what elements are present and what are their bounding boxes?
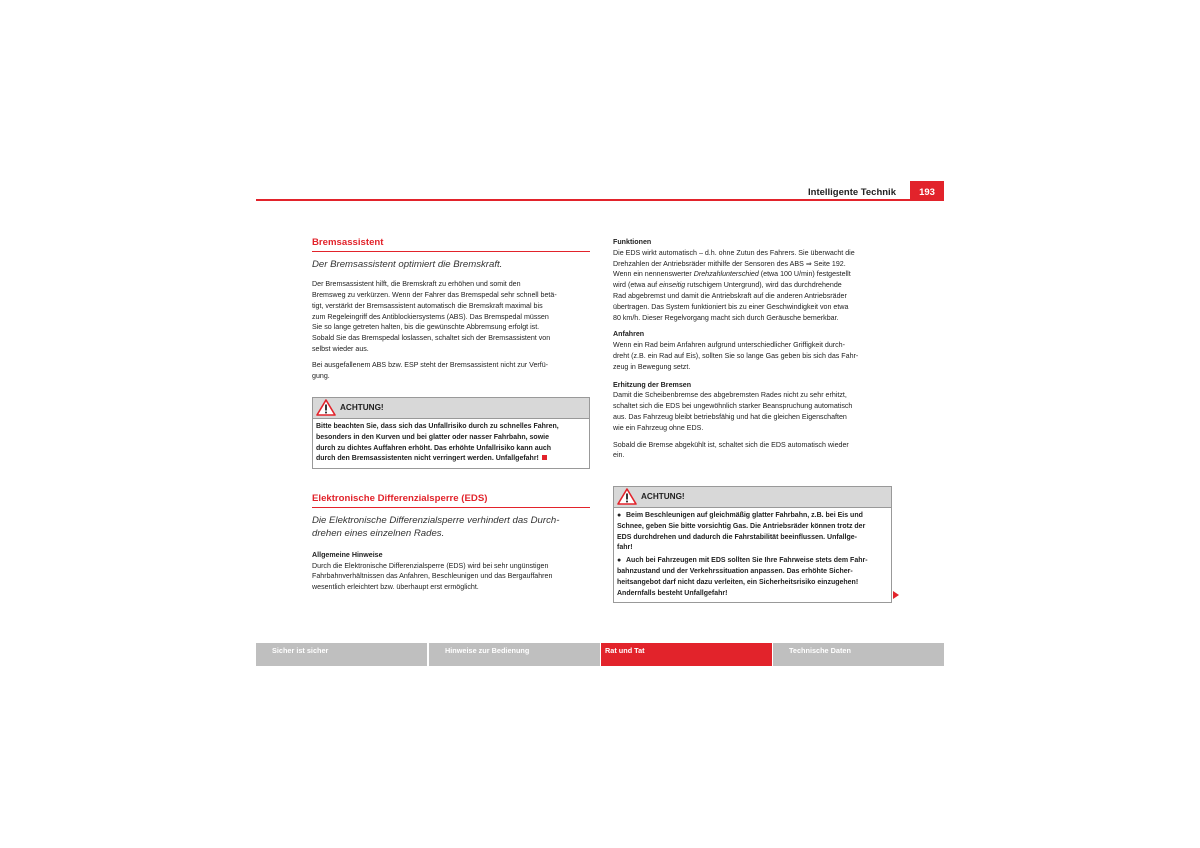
warning-line-text: durch den Bremsassistenten nicht verringert werden. Unfallgefahr! [316, 455, 539, 463]
subhead-start: Anfahren [613, 330, 645, 339]
warning-header [614, 487, 891, 508]
text-line: Bei ausgefallenem ABS bzw. ESP steht der Bremsassistent nicht zur Verfü- [312, 360, 549, 369]
footer-tab-technische-daten[interactable]: Technische Daten [773, 643, 944, 666]
text-line: dreht (z.B. ein Rad auf Eis), sollten Sie so lange Gas geben bis sich das Fahr- [613, 351, 859, 360]
paragraph-cool [613, 440, 891, 462]
text-line: Der Bremsassistent hilft, die Bremskraft zu erhöhen und somit den [312, 280, 521, 289]
bullet-icon: ● [617, 512, 622, 519]
lead-bremsassistent: Der Bremsassistent optimiert die Bremskraft. [312, 258, 503, 270]
warning-line: besonders in den Kurven und bei glatter oder nasser Fahrbahn, sowie [316, 433, 549, 441]
text-line: schaltet sich die EDS bei ungewöhnlich starker Beanspruchung automatisch [613, 402, 853, 411]
warning-body [313, 419, 589, 468]
subhead-general: Allgemeine Hinweise [312, 550, 383, 559]
text-line: Bremsweg zu verkürzen. Wenn der Fahrer das Bremspedal sehr schnell betä- [312, 291, 557, 300]
text-line: zum Regeleingriff des Antiblockiersystems (ABS). Das Bremspedal müssen [312, 312, 549, 321]
end-of-section-mark [542, 455, 547, 460]
text-emphasis: Drehzahlunterschied [693, 270, 759, 279]
paragraph-start [613, 340, 891, 372]
text-fragment: rutschigem Untergrund), wird das durchdrehende [685, 281, 842, 290]
text-line: Sie so lange getreten halten, bis die gewünschte Abbremsung erfolgt ist. [312, 323, 540, 332]
warning-line: Bitte beachten Sie, dass sich das Unfallrisiko durch zu schnelles Fahren, [316, 423, 559, 430]
text-line: Sobald die Bremse abgekühlt ist, schaltet sich die EDS automatisch wieder [613, 440, 849, 449]
warning-line-text: Auch bei Fahrzeugen mit EDS sollten Sie Ihre Fahrweise stets dem Fahr- [626, 557, 868, 565]
left-column-eds [312, 494, 590, 593]
text-fragment: (etwa 100 U/min) festgestellt [758, 270, 851, 279]
text-line: gung. [312, 371, 330, 380]
warning-box-bremsassistent [312, 397, 590, 469]
text-line: Wenn ein Rad beim Anfahren aufgrund unterschiedlicher Griffigkeit durch- [613, 341, 845, 350]
warning-triangle-icon [617, 488, 637, 505]
warning-line: Andernfalls besteht Unfallgefahr! [617, 589, 728, 597]
subhead-functions: Funktionen [613, 238, 652, 246]
lead-eds [312, 514, 590, 541]
paragraph-general [312, 561, 590, 593]
footer-tab-rat-und-tat[interactable]: Rat und Tat [601, 643, 772, 666]
text-line: aus. Das Fahrzeug bleibt betriebsfähig und hat die gleichen Eigenschaften [613, 412, 847, 421]
page-number: 193 [910, 181, 944, 201]
warning-line: heitsangebot darf nicht dazu verleiten, ein Sicherheitsrisiko einzugehen! [617, 578, 859, 586]
warning-line: durch zu dichtes Auffahren erhöht. Das erhöhte Unfallrisiko kann auch [316, 444, 552, 452]
heading-eds: Elektronische Differenzialsperre (EDS) [312, 494, 590, 508]
text-line: wie ein Fahrzeug ohne EDS. [613, 423, 704, 432]
section-title: Intelligente Technik [808, 187, 896, 198]
text-line: Sobald Sie das Bremspedal loslassen, schaltet sich der Bremsassistent von [312, 334, 551, 343]
warning-label: ACHTUNG! [641, 492, 685, 501]
text-fragment: Wenn ein nennenswerter [613, 270, 694, 279]
warning-box-eds [613, 486, 892, 603]
warning-line-text: Beim Beschleunigen auf gleichmäßig glatter Fahrbahn, z.B. bei Eis und [626, 512, 863, 519]
text-line: tigt, verstärkt der Bremsassistent automatisch die Bremskraft maximal bis [312, 301, 543, 310]
text-line: Fahrbahnverhältnissen das Anfahren, Beschleunigen und das Bergauffahren [312, 572, 553, 581]
warning-line: bahnzustand und der Verkehrssituation anpassen. Das erhöhte Sicher- [617, 567, 853, 575]
warning-line: EDS durchdrehen und dadurch die Fahrstabilität beeinflussen. Unfallge- [617, 533, 857, 541]
lead-line: Die Elektronische Differenzialsperre verhindert das Durch- [312, 514, 560, 526]
text-line: 80 km/h. Dieser Regelvorgang macht sich durch Geräusche bemerkbar. [613, 313, 839, 322]
left-column [312, 238, 590, 381]
warning-header [313, 398, 589, 419]
text-line: zeug in Bewegung setzt. [613, 362, 691, 371]
text-line: Drehzahlen der Antriebsräder mithilfe der Sensoren des ABS ⇒ Seite 192. [613, 259, 846, 268]
text-line: Die EDS wirkt automatisch – d.h. ohne Zutun des Fahrers. Sie überwacht die [613, 248, 855, 257]
subhead-heat: Erhitzung der Bremsen [613, 380, 692, 389]
footer-tab-hinweise-zur-bedienung[interactable]: Hinweise zur Bedienung [429, 643, 600, 666]
text-line: Rad abgebremst und damit die Antriebskraft auf die anderen Antriebsräder [613, 291, 847, 300]
text-line [613, 280, 891, 291]
paragraph-bremsassistent [312, 279, 590, 355]
warning-triangle-icon [316, 399, 336, 416]
text-line: ein. [613, 451, 625, 460]
warning-line [617, 511, 888, 522]
text-line: selbst wieder aus. [312, 345, 369, 354]
text-line: Damit die Scheibenbremse des abgebremsten Rades nicht zu sehr erhitzt, [613, 391, 847, 400]
header-rule [256, 199, 910, 201]
text-emphasis: einseitig [659, 281, 686, 290]
text-fragment: wird (etwa auf [613, 281, 660, 290]
text-line [613, 269, 891, 280]
warning-body [614, 508, 891, 602]
warning-line [617, 556, 888, 567]
paragraph-heat [613, 390, 891, 433]
text-line: wesentlich erleichtert bzw. überhaupt erst ermöglicht. [312, 583, 479, 592]
text-line: Durch die Elektronische Differenzialsperre (EDS) wird bei sehr ungünstigen [312, 561, 549, 570]
warning-label: ACHTUNG! [340, 403, 384, 412]
right-column [613, 237, 891, 461]
text-line: übertragen. Das System funktioniert bis zu einer Geschwindigkeit von etwa [613, 302, 849, 311]
lead-line: drehen eines einzelnen Rades. [312, 528, 445, 540]
warning-line [316, 454, 586, 465]
warning-line: fahr! [617, 544, 633, 552]
warning-line: Schnee, geben Sie bitte vorsichtig Gas. Die Antriebsräder können trotz der [617, 522, 866, 530]
footer-tab-sicher-ist-sicher[interactable]: Sicher ist sicher [256, 643, 427, 666]
paragraph-abs [312, 360, 590, 382]
continue-arrow-icon [893, 591, 899, 599]
heading-bremsassistent: Bremsassistent [312, 238, 590, 252]
paragraph-functions [613, 248, 891, 324]
bullet-icon: ● [617, 557, 622, 565]
